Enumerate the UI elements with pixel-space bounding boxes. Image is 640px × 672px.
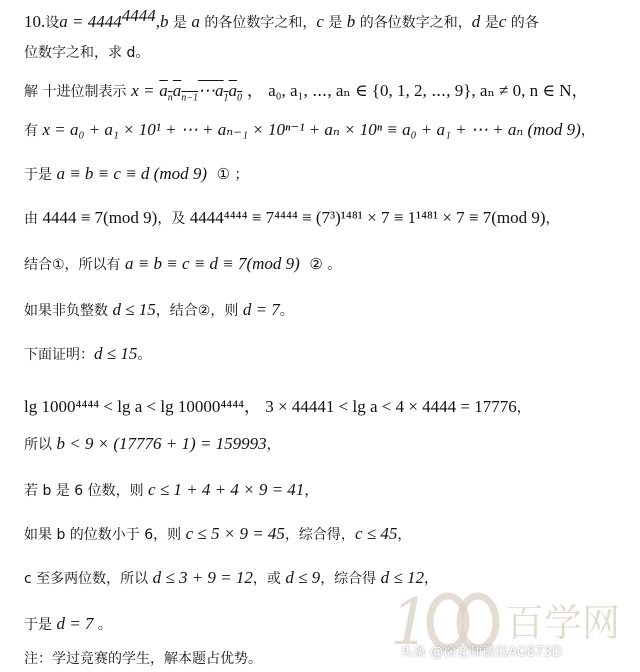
solution-line-combine — [24, 254, 341, 274]
solution-text: 所以 — [24, 437, 57, 453]
punctuation: , — [155, 12, 160, 31]
math-expression: a ≡ b ≡ c ≡ d ≡ 7(mod 9) — [125, 254, 300, 273]
problem-statement-line-1 — [24, 6, 539, 32]
solution-text: 结合①，所以有 — [24, 257, 126, 273]
math-variable: b — [346, 12, 356, 31]
math-expression: a = 4444 — [59, 12, 122, 31]
solution-note: 注：学过竞赛的学生，解本题占优势。 — [24, 651, 262, 667]
math-expression: c ≤ 1 + 4 + 4 × 9 = 41 — [148, 480, 305, 499]
math-expression: 4444⁴⁴⁴⁴ ≡ 7⁴⁴⁴⁴ ≡ (7³)¹⁴⁸¹ × 7 ≡ 1¹⁴⁸¹ × 7 ≡ 7(mod 9) — [189, 208, 546, 227]
solution-label: 解 十进位制表示 — [24, 84, 127, 100]
overlined-number: $a_na_{n-1}\cdots a_1a_0$ — [159, 81, 243, 104]
solution-text: 有 — [24, 123, 43, 139]
solution-text: ，综合得， — [284, 527, 355, 543]
solution-line-d-bound — [24, 568, 438, 588]
problem-text: 的各位数字之和， — [355, 15, 472, 31]
punctuation: ， — [545, 211, 560, 227]
problem-number: 10. — [24, 12, 46, 31]
solution-text: ，结合②，则 — [155, 303, 243, 319]
punctuation: ， — [423, 571, 438, 587]
math-variable: b — [159, 12, 169, 31]
solution-line-conclusion-if — [24, 300, 294, 320]
punctuation: 。 — [137, 347, 152, 363]
solution-text: ，或 — [252, 571, 286, 587]
math-expression: ， a₀, a₁, ⋯, aₙ ∈ {0, 1, 2, ⋯, 9}, aₙ ≠ 0, n ∈ N， — [246, 81, 589, 100]
math-expression: x = — [131, 81, 155, 100]
problem-statement-line-2: 位数字之和，求 d。 — [24, 45, 150, 61]
math-variable: d — [471, 12, 481, 31]
solution-text: 如果非负整数 — [24, 303, 113, 319]
math-expression: c ≤ 5 × 9 = 45 — [185, 524, 285, 543]
solution-text: 于是 — [24, 617, 57, 633]
math-variable: c — [316, 12, 324, 31]
solution-line-mod-calc — [24, 208, 560, 228]
solution-line-final-answer — [24, 614, 112, 634]
math-expression: d ≤ 9 — [285, 568, 321, 587]
problem-text: 设 — [45, 15, 60, 31]
punctuation: ， — [580, 123, 595, 139]
solution-text: 如果 b 的位数小于 6，则 — [24, 527, 186, 543]
punctuation: 。 — [322, 257, 342, 273]
problem-text: 是 — [480, 15, 499, 31]
punctuation: ， — [516, 400, 531, 416]
solution-text: c 至多两位数，所以 — [24, 571, 153, 587]
math-expression: c ≤ 45 — [354, 524, 398, 543]
solution-line-fewer-digits — [24, 524, 411, 544]
solution-text: 由 — [24, 211, 43, 227]
punctuation: ； — [230, 167, 249, 183]
watermark-caption: 头条 @徐老师微信AG873D — [400, 645, 562, 660]
solution-line-prove — [24, 344, 151, 364]
math-expression: d ≤ 15 — [94, 344, 138, 363]
math-variable: c — [498, 12, 507, 31]
math-expression: b < 9 × (17776 + 1) = 159993 — [56, 434, 267, 453]
punctuation: 。 — [279, 303, 294, 319]
solution-text: ，及 — [157, 211, 190, 227]
solution-text: 下面证明： — [24, 347, 94, 363]
math-variable: a — [159, 81, 168, 100]
punctuation: 。 — [93, 617, 112, 633]
solution-line-congruence — [24, 164, 248, 184]
solution-line-log-bounds — [24, 392, 531, 417]
solution-text: 于是 — [24, 167, 57, 183]
punctuation: ， — [266, 437, 281, 453]
math-expression: a ≡ b ≡ c ≡ d (mod 9) — [56, 164, 208, 183]
problem-text: 的各位数字之和， — [199, 15, 317, 31]
math-expression: x = a₀ + a₁ × 10¹ + ⋯ + aₙ₋₁ × 10ⁿ⁻¹ + aₙ × 10ⁿ ≡ a₀ + a₁ + ⋯ + aₙ (mod 9) — [42, 120, 581, 139]
svg-text:1: 1 — [390, 586, 431, 660]
solution-text: 若 b 是 6 位数，则 — [24, 483, 149, 499]
punctuation: ， — [397, 527, 412, 543]
watermark-logo-text: 百学网 — [506, 601, 621, 645]
solution-text: ，综合得 — [320, 571, 381, 587]
circled-number: ② — [309, 255, 323, 273]
math-expression: lg 1000⁴⁴⁴⁴ < lg a < lg 10000⁴⁴⁴⁴， 3 × 44441 < lg a < 4 × 4444 = 17776 — [24, 397, 517, 416]
solution-line-expansion — [24, 120, 595, 140]
solution-line-b-bound — [24, 434, 281, 454]
math-expression: d = 7 — [242, 300, 280, 319]
problem-text: 的各 — [506, 15, 539, 31]
solution-line-decimal-representation — [24, 76, 589, 104]
punctuation: ， — [304, 483, 319, 499]
problem-text: 是 — [323, 15, 347, 31]
math-expression: d ≤ 3 + 9 = 12 — [152, 568, 253, 587]
math-variable: a — [191, 12, 200, 31]
circled-number: ① — [216, 165, 231, 183]
solution-line-six-digits — [24, 480, 318, 500]
problem-text: 是 — [168, 15, 192, 31]
math-expression: 4444 ≡ 7(mod 9) — [42, 208, 158, 227]
math-expression: d = 7 — [56, 614, 94, 633]
math-expression: d ≤ 12 — [380, 568, 424, 587]
math-exponent: 4444 — [121, 6, 156, 25]
math-expression: d ≤ 15 — [112, 300, 156, 319]
